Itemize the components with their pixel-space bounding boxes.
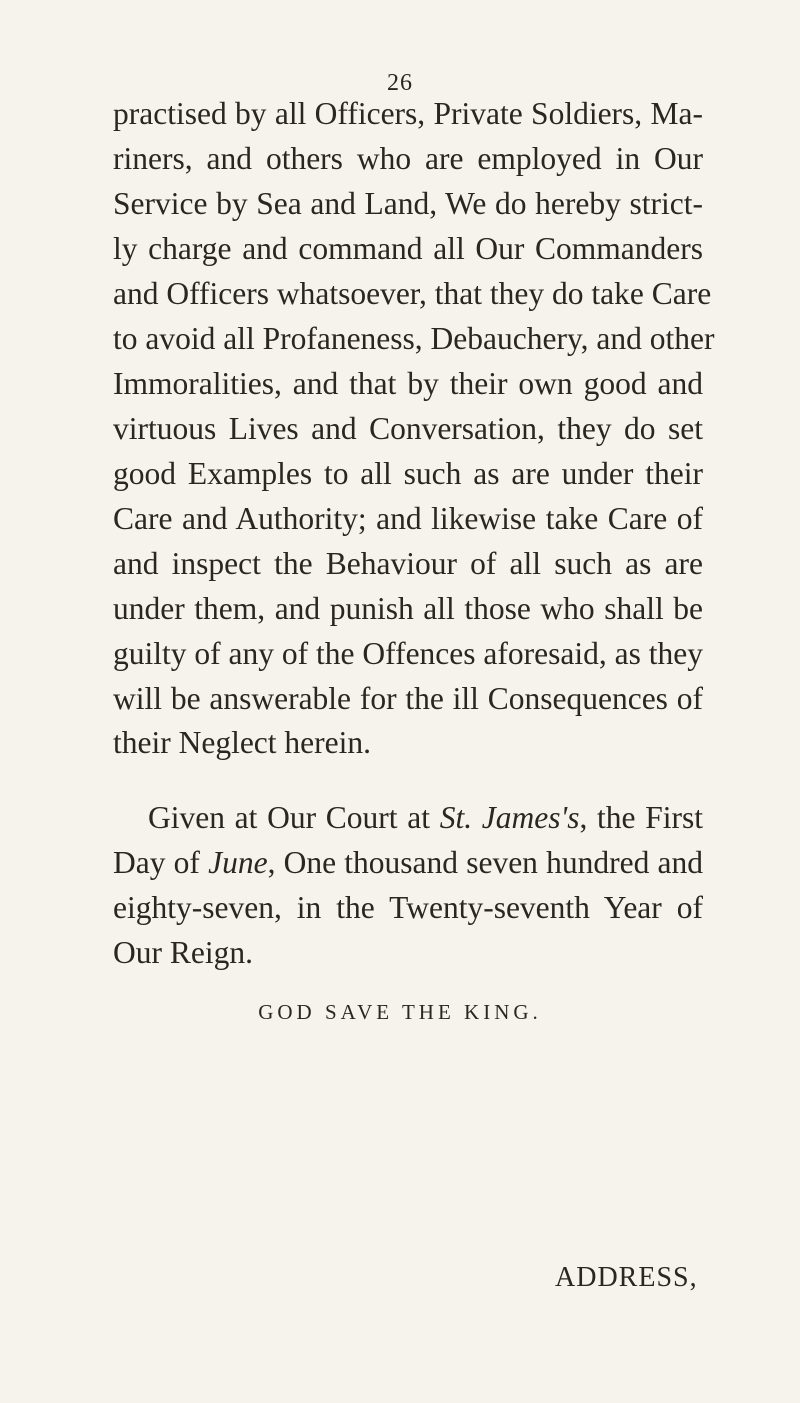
text-line: and Officers whatsoever, that they do take Care — [113, 276, 712, 311]
text-line: virtuous Lives and Conversation, they do set — [113, 411, 703, 446]
text-line: under them, and punish all those who shall be — [113, 591, 703, 626]
text-run: , One thousand seven hundred and — [267, 845, 703, 880]
text-line: good Examples to all such as are under their — [113, 456, 703, 491]
text-run: , the First — [579, 800, 704, 835]
text-line: practised by all Officers, Private Soldiers, Ma- — [113, 96, 703, 131]
text-line: Our Reign. — [113, 935, 253, 970]
text-line: to avoid all Profaneness, Debauchery, and other — [113, 321, 715, 356]
page-number: 26 — [387, 70, 413, 96]
text-line: ly charge and command all Our Commanders — [113, 231, 703, 266]
text-line — [113, 845, 703, 881]
text-line: riners, and others who are employed in Our — [113, 141, 703, 176]
month-name: June — [208, 845, 268, 880]
text-line — [148, 800, 703, 836]
text-line: guilty of any of the Offences aforesaid, as they — [113, 636, 703, 671]
text-run: Given at Our Court at — [148, 800, 440, 835]
closing-line: GOD SAVE THE KING. — [258, 1000, 542, 1024]
text-line: will be answerable for the ill Consequences of — [113, 681, 703, 716]
text-line: their Neglect herein. — [113, 725, 371, 760]
catchword: ADDRESS, — [555, 1262, 698, 1293]
text-run: Day of — [113, 845, 209, 880]
text-line: Service by Sea and Land, We do hereby strict- — [113, 186, 703, 221]
text-line: Immoralities, and that by their own good and — [113, 366, 703, 401]
place-name: St. James's — [439, 800, 580, 835]
text-line: eighty-seven, in the Twenty-seventh Year of — [113, 890, 703, 925]
text-line: and inspect the Behaviour of all such as are — [113, 546, 703, 581]
text-line: Care and Authority; and likewise take Care of — [113, 501, 703, 536]
